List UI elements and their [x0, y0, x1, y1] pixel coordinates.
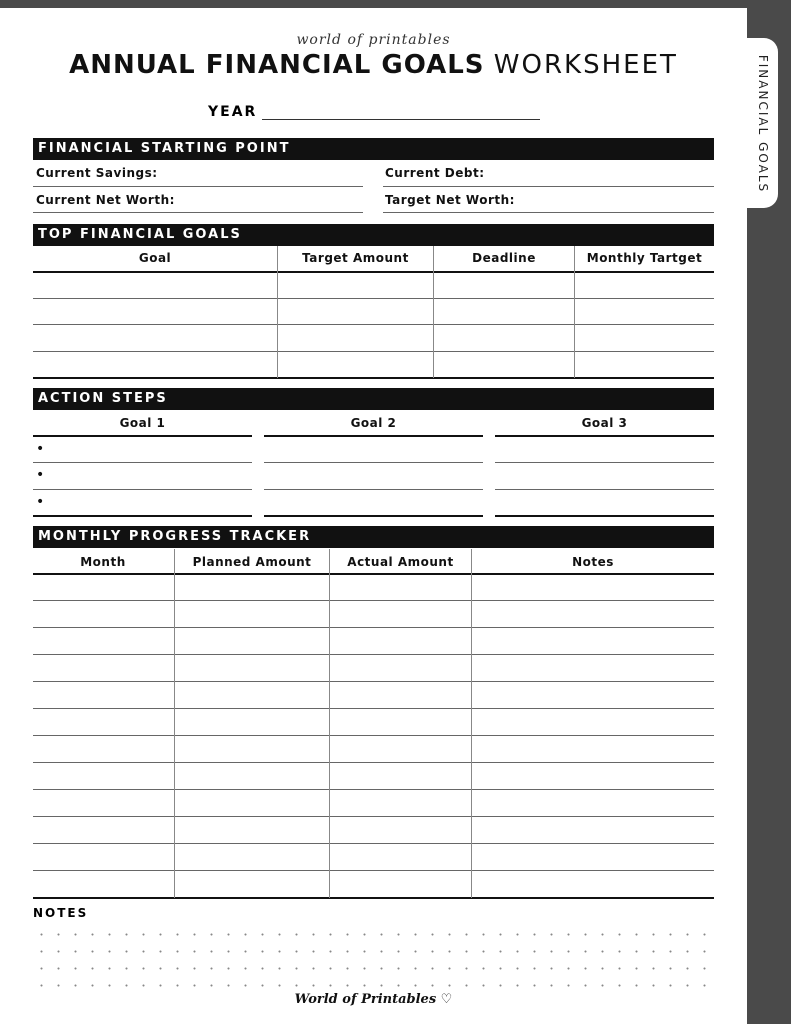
- action-goal-2: Goal 2: [350, 416, 397, 430]
- action-goal-1: Goal 1: [119, 416, 166, 430]
- action-step-line[interactable]: [495, 462, 714, 463]
- goals-col-target-amount: Target Amount: [302, 251, 409, 265]
- tracker-row-line: [33, 870, 714, 871]
- goals-row-line: [33, 298, 714, 299]
- year-field[interactable]: [262, 119, 540, 120]
- current-savings-label: Current Savings:: [36, 166, 158, 180]
- goals-row-line: [33, 351, 714, 352]
- action-goal-1-rule: [33, 435, 252, 437]
- tracker-col-planned: Planned Amount: [192, 555, 312, 569]
- section-action-steps: ACTION STEPS: [33, 388, 714, 410]
- action-goal-2-rule: [264, 435, 483, 437]
- side-tab-label-wrap: [748, 54, 778, 194]
- title-light: WORKSHEET: [493, 50, 678, 80]
- tracker-col-divider: [471, 549, 472, 898]
- tracker-header-rule: [33, 573, 714, 575]
- brand-script: world of printables: [296, 32, 451, 48]
- action-step-line[interactable]: [495, 489, 714, 490]
- action-step-line[interactable]: [495, 515, 714, 517]
- footer-brand: World of Printables ♡: [294, 992, 453, 1007]
- tracker-row-line: [33, 816, 714, 817]
- tracker-bottom-rule: [33, 897, 714, 899]
- section-starting-point: FINANCIAL STARTING POINT: [33, 138, 714, 160]
- title-bold: ANNUAL FINANCIAL GOALS: [69, 50, 485, 80]
- action-step-line[interactable]: [264, 462, 483, 463]
- goals-col-monthly-target: Monthly Tartget: [586, 251, 703, 265]
- tracker-row-line: [33, 600, 714, 601]
- current-net-worth-label: Current Net Worth:: [36, 193, 175, 207]
- goals-header-rule: [33, 271, 714, 273]
- action-bullet: •: [36, 467, 45, 483]
- tracker-row-line: [33, 843, 714, 844]
- action-bullet: •: [36, 494, 45, 510]
- action-step-line[interactable]: [264, 515, 483, 517]
- current-savings-line[interactable]: [33, 186, 363, 187]
- year-label: YEAR: [208, 104, 258, 120]
- current-net-worth-line[interactable]: [33, 212, 363, 213]
- goals-col-deadline: Deadline: [472, 251, 536, 265]
- target-net-worth-line[interactable]: [383, 212, 714, 213]
- tracker-row-line: [33, 708, 714, 709]
- section-top-goals: TOP FINANCIAL GOALS: [33, 224, 714, 246]
- tracker-col-divider: [174, 549, 175, 898]
- tracker-col-notes: Notes: [572, 555, 614, 569]
- tracker-col-actual: Actual Amount: [347, 555, 454, 569]
- target-net-worth-label: Target Net Worth:: [385, 193, 515, 207]
- goals-bottom-rule: [33, 377, 714, 379]
- goals-col-divider: [574, 246, 575, 378]
- action-step-line[interactable]: [33, 515, 252, 517]
- tracker-row-line: [33, 654, 714, 655]
- tracker-row-line: [33, 627, 714, 628]
- action-step-line[interactable]: [33, 489, 252, 490]
- action-bullet: •: [36, 441, 45, 457]
- tracker-row-line: [33, 681, 714, 682]
- side-tab-label: FINANCIAL GOALS: [756, 54, 770, 194]
- tracker-col-month: Month: [80, 555, 126, 569]
- action-step-line[interactable]: [33, 462, 252, 463]
- section-progress-tracker: MONTHLY PROGRESS TRACKER: [33, 526, 714, 548]
- notes-dot-grid[interactable]: [33, 926, 714, 992]
- goals-row-line: [33, 324, 714, 325]
- tracker-row-line: [33, 789, 714, 790]
- tracker-row-line: [33, 735, 714, 736]
- goals-col-divider: [433, 246, 434, 378]
- goals-col-goal: Goal: [138, 251, 172, 265]
- tracker-row-line: [33, 762, 714, 763]
- action-goal-3-rule: [495, 435, 714, 437]
- action-step-line[interactable]: [264, 489, 483, 490]
- current-debt-line[interactable]: [383, 186, 714, 187]
- tracker-col-divider: [329, 549, 330, 898]
- goals-col-divider: [277, 246, 278, 378]
- current-debt-label: Current Debt:: [385, 166, 485, 180]
- notes-heading: NOTES: [33, 906, 89, 920]
- top-border: [0, 0, 791, 8]
- action-goal-3: Goal 3: [581, 416, 628, 430]
- page-title: [0, 50, 747, 80]
